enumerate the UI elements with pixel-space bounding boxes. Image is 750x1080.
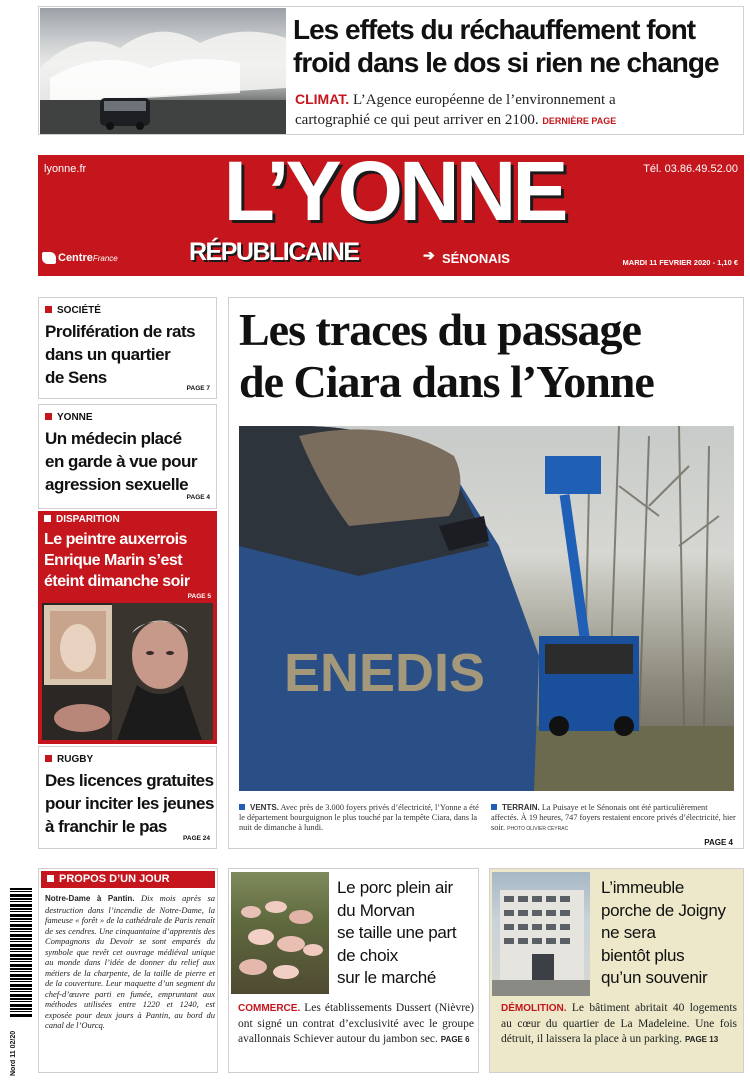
- sidebar-title-disparition: [44, 529, 190, 592]
- centrefrance-name: Centre: [58, 252, 93, 264]
- sidebar-kicker-rugby: [45, 754, 93, 765]
- caption-square-icon: [491, 804, 497, 810]
- caption-left-tag: VENTS.: [250, 803, 279, 812]
- kicker-square-icon: [45, 755, 52, 762]
- propos-square-icon: [47, 875, 54, 882]
- sidebar-title-line: en garde à vue pour: [45, 452, 198, 471]
- porc-tag: COMMERCE.: [238, 1003, 301, 1014]
- pigs-photo: [231, 872, 329, 994]
- teaser-page: DERNIÈRE PAGE: [542, 116, 617, 126]
- date-price: MARDI 11 FEVRIER 2020 - 1,10 €: [622, 258, 738, 267]
- masthead-title: L’YONNE: [223, 144, 565, 238]
- caption-right-text: La Puisaye et le Sénonais ont été particulièrement affectés. À 19 heures, 747 foyers restaient encore privés d’électricité, hier soir.: [491, 803, 736, 832]
- kicker-square-icon: [45, 413, 52, 420]
- story-porc-morvan[interactable]: [228, 868, 479, 1073]
- teaser-text: [295, 89, 741, 131]
- sidebar-title-line: Le peintre auxerrois: [44, 531, 187, 548]
- porc-title-line: Le porc plein air: [337, 878, 453, 897]
- immeuble-title-line: bientôt plus: [601, 945, 685, 965]
- teaser-headline: [293, 13, 743, 79]
- sidebar-page-ref: PAGE 4: [186, 494, 210, 501]
- sidebar-kicker-disparition: [44, 514, 120, 525]
- teaser-tag: CLIMAT.: [295, 91, 350, 107]
- sidebar-title-rugby: [45, 769, 214, 838]
- painter-portrait-photo: [42, 603, 213, 740]
- sidebar-item-societe[interactable]: [38, 297, 217, 399]
- sidebar-page-ref: PAGE 7: [186, 385, 210, 392]
- sidebar-title-line: agression sexuelle: [45, 475, 189, 494]
- propos-lead: Notre-Dame à Pantin.: [45, 894, 135, 903]
- porc-title-line: se taille une part: [337, 923, 457, 942]
- sidebar-title-line: Un médecin placé: [45, 429, 182, 448]
- sidebar-item-yonne[interactable]: [38, 404, 217, 509]
- caption-square-icon: [239, 804, 245, 810]
- propos-body: Dix mois après sa destruction dans l’incendie de Notre-Dame, la fameuse « forêt » de la cathédrale de Paris renaît de ses cendres. Une cinquantaine d’apprentis des Compagnons du Devoir se sont emparés du symbole que revêt cet ouvrage médiéval unique au monde dans l’idée de donner du relief aux métiers de la charpente, de la taille de pierre et de la couverture. Leur maquette d’un segment du chef-d’œuvre parti en fumée, empruntant aux méthodes utilisées entre 1220 et 1240, est exposée pour deux jours à Pantin, au bord du canal de l’Ourcq.: [45, 893, 216, 1030]
- kicker-square-icon: [44, 515, 51, 522]
- phone-number: Tél. 03.86.49.52.00: [643, 163, 738, 175]
- sidebar-title-line: Prolifération de rats: [45, 322, 196, 341]
- sidebar-item-disparition[interactable]: [38, 511, 217, 744]
- immeuble-page-ref: PAGE 13: [684, 1035, 719, 1044]
- sidebar-kicker-societe: [45, 305, 101, 316]
- immeuble-title-line: porche de Joigny: [601, 900, 726, 920]
- immeuble-title-line: qu’un souvenir: [601, 968, 708, 987]
- barcode-bars: [10, 888, 32, 1018]
- edition-arrow-icon: ➔: [423, 247, 435, 263]
- caption-right-tag: TERRAIN.: [502, 803, 540, 812]
- main-caption-left: [239, 803, 484, 833]
- enedis-truck-photo: [239, 426, 734, 791]
- immeuble-title-line: ne sera: [601, 923, 656, 942]
- porc-body: Les établissements Dussert (Nièvre) ont signé un contrat d’exclusivité avec le groupe avallonnais Schiever autour du jambon sec.: [238, 1002, 474, 1045]
- main-headline: [239, 304, 739, 408]
- centrefrance-logo: [42, 252, 118, 264]
- building-photo: [492, 872, 590, 996]
- caption-left-text: Avec près de 3.000 foyers privés d’électricité, l’Yonne a été le département bourguignon le plus touché par la tempête Ciara, dans la nuit de dimanche à lundi.: [239, 803, 479, 832]
- teaser-headline-line1: Les effets du réchauffement font: [293, 14, 696, 45]
- sidebar-kicker-text: YONNE: [57, 412, 93, 423]
- sidebar-title-line: dans un quartier: [45, 345, 171, 364]
- centrefrance-icon: [42, 252, 56, 264]
- porc-title: [337, 877, 477, 990]
- truck-enedis-logo: ENEDIS: [284, 643, 486, 703]
- sidebar-kicker-yonne: [45, 412, 93, 423]
- centrefrance-suffix: France: [92, 254, 118, 263]
- sidebar-title-line: Des licences gratuites: [45, 771, 214, 790]
- teaser-headline-line2: froid dans le dos si rien ne change: [293, 47, 719, 78]
- propos-box[interactable]: [38, 868, 218, 1073]
- sidebar-kicker-text: SOCIÉTÉ: [57, 305, 101, 316]
- immeuble-title-line: L’immeuble: [601, 878, 684, 897]
- sidebar-title-line: à franchir le pas: [45, 817, 167, 836]
- immeuble-body: Le bâtiment abritait 40 logements au cœur du quartier de La Madeleine. Une fois détruit, il laissera la place à un parking.: [501, 1002, 737, 1045]
- photo-credit: PHOTO OLIVIER CEYRAC: [507, 826, 569, 832]
- teaser-text-line1: L’Agence européenne de l’environnement a: [352, 92, 616, 108]
- propos-header: [41, 871, 215, 888]
- immeuble-title: [601, 877, 743, 990]
- teaser-box[interactable]: [38, 6, 744, 135]
- immeuble-tag: DÉMOLITION.: [501, 1003, 567, 1014]
- barcode-label: Nord: [10, 1059, 17, 1076]
- sidebar-title-line: Enrique Marin s’est: [44, 552, 183, 569]
- main-headline-line1: Les traces du passage: [239, 304, 641, 355]
- main-headline-line2: de Ciara dans l’Yonne: [239, 356, 654, 407]
- sidebar-kicker-text: DISPARITION: [56, 514, 120, 525]
- teaser-text-line2: cartographié ce qui peut arriver en 2100.: [295, 112, 539, 128]
- porc-title-line: sur le marché: [337, 968, 437, 987]
- sidebar-title-line: éteint dimanche soir: [44, 573, 190, 590]
- sidebar-title-line: de Sens: [45, 368, 107, 387]
- main-story[interactable]: [228, 297, 744, 849]
- main-page-ref: PAGE 4: [704, 838, 733, 847]
- porc-title-line: de choix: [337, 945, 398, 965]
- sidebar-title-yonne: [45, 427, 197, 496]
- porc-page-ref: PAGE 6: [440, 1035, 470, 1044]
- immeuble-text: [501, 1001, 737, 1048]
- barcode-code: 11 02/20: [10, 1030, 17, 1058]
- masthead-subtitle: RÉPUBLICAINE: [189, 238, 359, 266]
- main-caption-right: [491, 803, 737, 834]
- edition-name: SÉNONAIS: [442, 251, 510, 266]
- barcode: [10, 888, 32, 1076]
- website-url: lyonne.fr: [44, 163, 87, 175]
- sidebar-kicker-text: RUGBY: [57, 754, 94, 765]
- teaser-photo-storm-wave: [40, 8, 286, 134]
- story-immeuble-joigny[interactable]: [489, 868, 744, 1073]
- porc-text: [238, 1001, 474, 1048]
- sidebar-page-ref: PAGE 24: [183, 835, 210, 842]
- sidebar-title-line: pour inciter les jeunes: [45, 794, 214, 813]
- sidebar-item-rugby[interactable]: [38, 746, 217, 849]
- propos-text: [45, 893, 215, 1031]
- kicker-square-icon: [45, 306, 52, 313]
- sidebar-page-ref: PAGE 5: [187, 593, 211, 600]
- propos-header-text: PROPOS D’UN JOUR: [59, 873, 170, 885]
- masthead: [38, 144, 744, 276]
- porc-title-line: du Morvan: [337, 900, 415, 920]
- sidebar-title-societe: [45, 320, 195, 389]
